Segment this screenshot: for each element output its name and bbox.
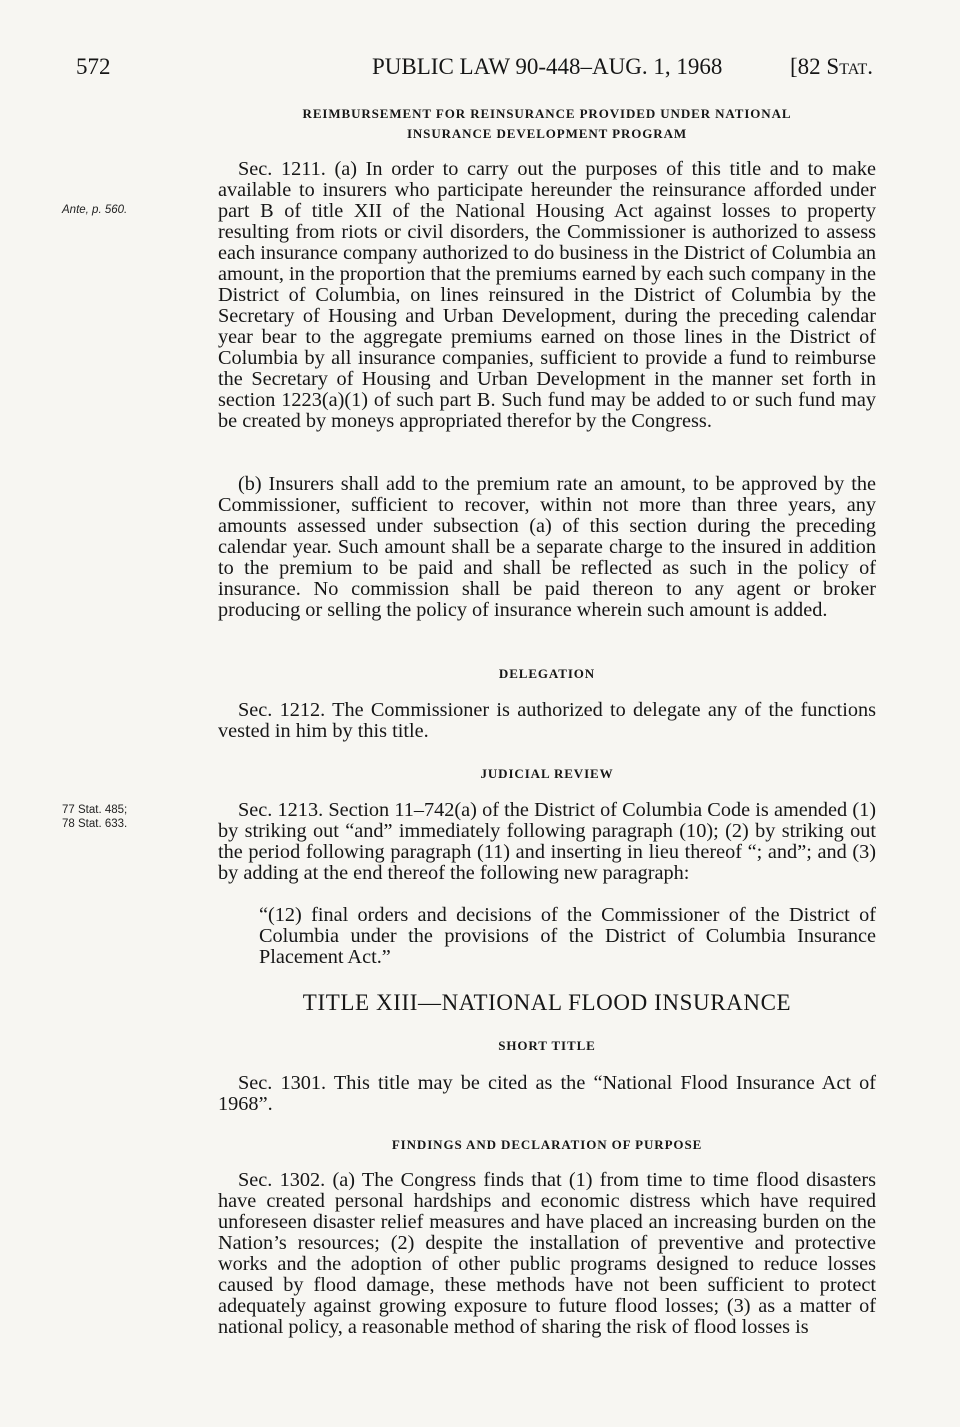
paragraph-sec-1212: Sec. 1212. The Commissioner is authorized to delegate any of the functions vested in him by this title. (218, 699, 876, 742)
paragraph-sec-1211-a: Sec. 1211. (a) In order to carry out the purposes of this title and to make available to insurers who participate hereunder the reinsurance afforded under part B of title XII of the National Housing Act against losses to property resulting from riots or civil disorders, the Commissioner is authorized to assess each insurance company authorized to do business in the District of Columbia an amount, in the proportion that the premiums earned by each such company in the District of Columbia, on lines reinsured in the District of Columbia by the Secretary of Housing and Urban Development, during the preceding calendar year bear to the aggregate premiums earned on those lines in the District of Columbia by all insurance companies, sufficient to provide a fund to reimburse the Secretary of Housing and Urban Development in the manner set forth in section 1223(a)(1) of such part B. Such fund may be added to or such fund may be created by moneys appropriated therefor by the Congress. (218, 158, 876, 432)
margin-note-stat-ref-1: 77 Stat. 485; (62, 804, 128, 816)
paragraph-sec-1301: Sec. 1301. This title may be cited as the “National Flood Insurance Act of 1968”. (218, 1072, 876, 1115)
section-heading-judicial-review: JUDICIAL REVIEW (480, 766, 614, 781)
page-number: 572 (76, 54, 111, 79)
section-heading-reimbursement (218, 104, 876, 144)
statute-reference: [82 Stat. (790, 54, 873, 79)
running-header-title: PUBLIC LAW 90-448–AUG. 1, 1968 (372, 54, 723, 79)
margin-note-stat-refs (62, 803, 202, 831)
heading-line: INSURANCE DEVELOPMENT PROGRAM (406, 126, 688, 141)
paragraph-sec-1213: Sec. 1213. Section 11–742(a) of the District of Columbia Code is amended (1) by striking out “and” immediately following paragraph (10); (2) by striking out the period following paragraph (11) and inserting in lieu thereof “; and”; and (3) by adding at the end thereof the following new paragraph: (218, 799, 876, 884)
section-heading-short-title: SHORT TITLE (498, 1038, 596, 1053)
paragraph-sec-1302-a: Sec. 1302. (a) The Congress finds that (1) from time to time flood disasters have created personal hardships and economic distress which have required unforeseen disaster relief measures and have placed an increasing burden on the Nation’s resources; (2) despite the installation of preventive and protective works and the adoption of other public programs designed to reduce losses caused by flood damage, these methods have not been sufficient to protect adequately against growing exposure to future flood losses; (3) as a matter of national policy, a reasonable method of sharing the risk of flood losses is (218, 1169, 876, 1338)
paragraph-sec-1211-b: (b) Insurers shall add to the premium rate an amount, to be approved by the Commissioner, sufficient to recover, within not more than three years, any amounts assessed under subsection (a) of this section during the preceding calendar year. Such amount shall be a separate charge to the insured in addition to the premium to be paid and shall be reflected as such in the policy of insurance. No commission shall be paid thereon to any agent or broker producing or selling the policy of insurance wherein such amount is added. (218, 473, 876, 621)
heading-line: REIMBURSEMENT FOR REINSURANCE PROVIDED UNDER NATIONAL (302, 106, 792, 121)
title-heading-xiii: TITLE XIII—NATIONAL FLOOD INSURANCE (302, 990, 792, 1015)
margin-note-ante: Ante, p. 560. (62, 204, 128, 216)
margin-note-stat-ref-2: 78 Stat. 633. (62, 818, 128, 830)
quoted-paragraph-12: “(12) final orders and decisions of the Commissioner of the District of Columbia under the provisions of the District of Columbia Insurance Placement Act.” (259, 904, 876, 968)
section-heading-delegation: DELEGATION (498, 666, 596, 681)
section-heading-findings: FINDINGS AND DECLARATION OF PURPOSE (391, 1137, 703, 1152)
